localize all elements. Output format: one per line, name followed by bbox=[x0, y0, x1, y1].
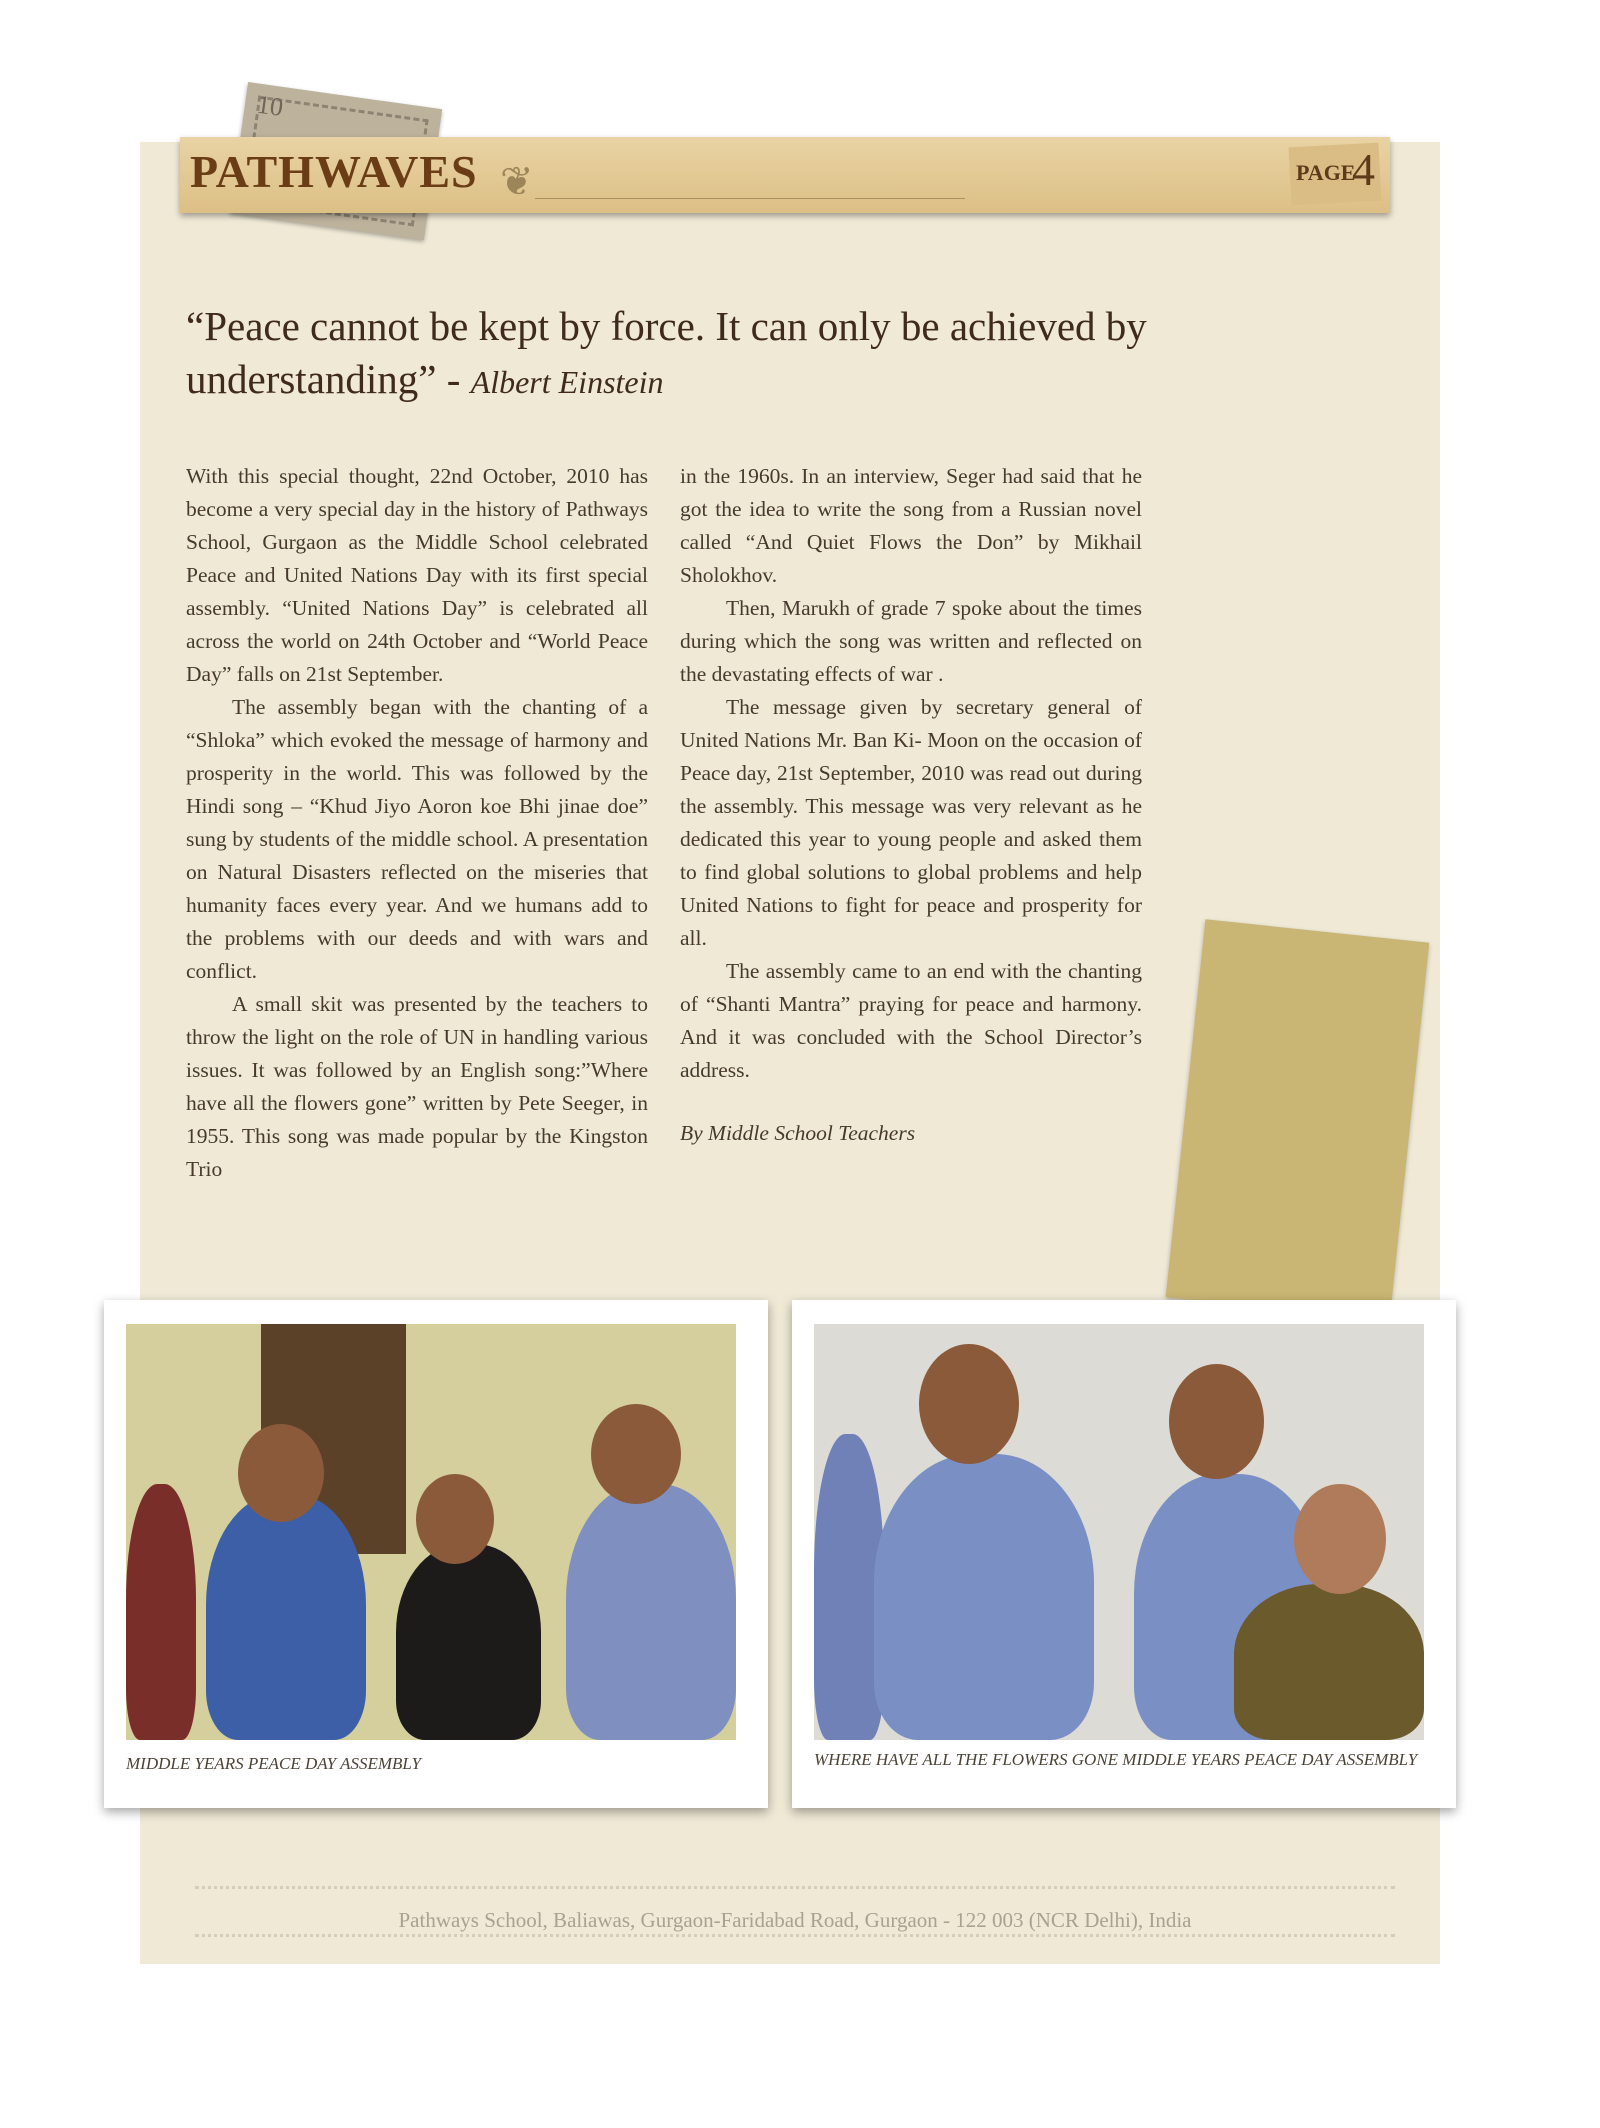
photo-card-1 bbox=[104, 1300, 768, 1808]
article-column-1 bbox=[186, 460, 648, 1186]
torn-paper-decoration bbox=[1166, 919, 1429, 1320]
photo-student-head bbox=[591, 1404, 681, 1504]
photo-student bbox=[126, 1484, 196, 1740]
header-rule bbox=[535, 198, 965, 199]
assembly-photo-2 bbox=[814, 1324, 1424, 1740]
footer-divider-bottom bbox=[195, 1934, 1395, 1937]
paragraph: The assembly began with the chanting of a “Shloka” which evoked the message of harmony and prosperity in the world. This was followed by the Hindi song – “Khud Jiyo Aoron koe Bhi jinae doe” sung by students of the middle school. A presentation on Natural Disasters reflected on the miseries that humanity faces every year. And we humans add to the problems with our deeds and with wars and conflict. bbox=[186, 695, 648, 983]
brand-title: PATHWAVES bbox=[190, 146, 478, 197]
footer-address: Pathways School, Baliawas, Gurgaon-Faridabad Road, Gurgaon - 122 003 (NCR Delhi), India bbox=[398, 1908, 1192, 1932]
quote-author: Albert Einstein bbox=[470, 364, 664, 400]
quote-text: “Peace cannot be kept by force. It can only be achieved by understanding” - bbox=[186, 303, 1147, 402]
photo-student bbox=[396, 1544, 541, 1740]
page-label: PAGE bbox=[1296, 160, 1356, 185]
photo-student-head bbox=[919, 1344, 1019, 1464]
flourish-ornament-icon: ❦ bbox=[500, 159, 534, 204]
paragraph: The message given by secretary general of United Nations Mr. Ban Ki- Moon on the occasion of Peace day, 21st September, 2010 was read out during the assembly. This message was very relevant as he dedicated this year to young people and asked them to find global solutions to global problems and help United Nations to fight for peace and prosperity for all. bbox=[680, 695, 1142, 950]
photo-caption-1: MIDDLE YEARS PEACE DAY ASSEMBLY bbox=[126, 1754, 421, 1773]
photo-student-head bbox=[238, 1424, 324, 1522]
article-column-2 bbox=[680, 460, 1142, 1150]
photo-student bbox=[1234, 1584, 1424, 1740]
paragraph: Then, Marukh of grade 7 spoke about the times during which the song was written and reflected on the devastating effects of war . bbox=[680, 596, 1142, 686]
page-number: 4 bbox=[1352, 144, 1375, 195]
footer-divider-top bbox=[195, 1886, 1395, 1889]
photo-student-head bbox=[1169, 1364, 1264, 1479]
paragraph: With this special thought, 22nd October, 2010 has become a very special day in the history of Pathways School, Gurgaon as the Middle School celebrated Peace and United Nations Day with its first special assembly. “United Nations Day” is celebrated all across the world on 24th October and “World Peace Day” falls on 21st September. bbox=[186, 464, 648, 686]
photo-student-head bbox=[1294, 1484, 1386, 1594]
photo-student bbox=[874, 1454, 1094, 1740]
photo-student bbox=[206, 1494, 366, 1740]
photo-student-head bbox=[416, 1474, 494, 1564]
photo-card-2 bbox=[792, 1300, 1456, 1808]
stamp-value: 10 bbox=[255, 89, 285, 122]
paragraph: The assembly came to an end with the chanting of “Shanti Mantra” praying for peace and harmony. And it was concluded with the School Director’s address. bbox=[680, 959, 1142, 1082]
paragraph: in the 1960s. In an interview, Seger had said that he got the idea to write the song from a Russian novel called “And Quiet Flows the Don” by Mikhail Sholokhov. bbox=[680, 464, 1142, 587]
photo-caption-2: WHERE HAVE ALL THE FLOWERS GONE MIDDLE YEARS PEACE DAY ASSEMBLY bbox=[814, 1750, 1418, 1769]
paragraph: A small skit was presented by the teachers to throw the light on the role of UN in handling various issues. It was followed by an English song:”Where have all the flowers gone” written by Pete Seeger, in 1955. This song was made popular by the Kingston Trio bbox=[186, 992, 648, 1181]
photo-student bbox=[566, 1484, 736, 1740]
assembly-photo-1 bbox=[126, 1324, 736, 1740]
headline-quote bbox=[186, 300, 1286, 409]
byline: By Middle School Teachers bbox=[680, 1121, 916, 1145]
